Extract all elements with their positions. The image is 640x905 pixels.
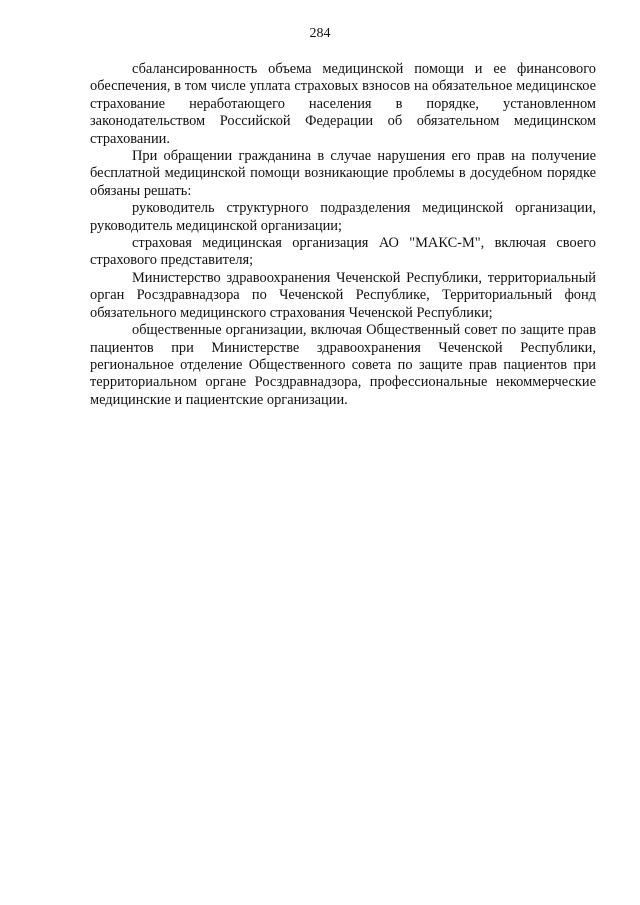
paragraph-public-organizations: общественные организации, включая Общественный совет по защите прав пациентов при Министерстве здравоохранения Чеченской Республики, региональное отделение Общественного совета по защите прав пациентов при территориальном органе Росздравнадзора, профессиональные некоммерческие медицинские и пациентские организации. [90,322,596,408]
paragraph-ministry-and-fund: Министерство здравоохранения Чеченской Республики, территориальный орган Росздравнадзора по Чеченской Республике, Территориальный фонд обязательного медицинского страхования Чеченской Республики; [90,269,596,321]
page-number: 284 [309,26,331,41]
paragraph-head-of-organization: руководитель структурного подразделения медицинской организации, руководитель медицинской организации; [90,200,596,234]
document-body [90,61,596,409]
paragraph-insurance-organization: страховая медицинская организация АО "МАКС-М", включая своего страхового представителя; [90,235,596,269]
paragraph-balance-funding: сбалансированность объема медицинской помощи и ее финансового обеспечения, в том числе уплата страховых взносов на обязательное медицинское страхование неработающего населения в порядке, установленном законодательством Российской Федерации об обязательном медицинском страховании. [90,61,596,147]
paragraph-citizen-appeal: При обращении гражданина в случае нарушения его прав на получение бесплатной медицинской помощи возникающие проблемы в досудебном порядке обязаны решать: [90,148,596,199]
